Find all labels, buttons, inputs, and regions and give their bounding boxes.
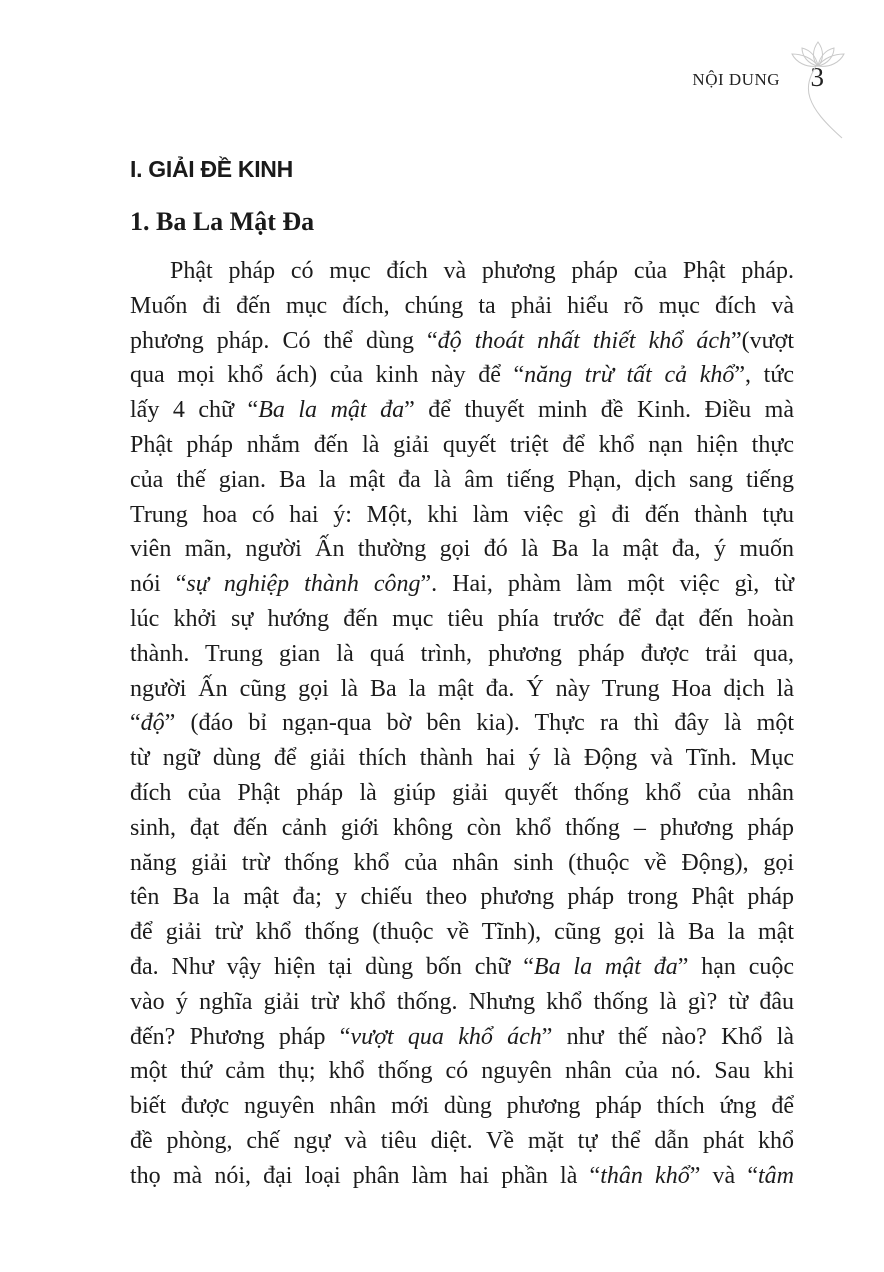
italic-phrase: Ba la mật đa [533, 953, 678, 980]
text-run: viên mãn, người Ấn thường gọi đó là Ba la mật đa, ý muốn [130, 536, 794, 563]
paragraph-line [130, 1089, 794, 1124]
text-run: Muốn đi đến mục đích, chúng ta phải hiểu rõ mục đích và [130, 292, 794, 319]
paragraph-line [130, 602, 794, 637]
text-run: đích của Phật pháp là giúp giải quyết thống khổ của nhân [130, 779, 794, 806]
paragraph-line [130, 706, 794, 741]
text-run: để giải trừ khổ thống (thuộc về Tĩnh), cũng gọi là Ba la mật [130, 919, 794, 946]
text-run: vào ý nghĩa giải trừ khổ thống. Nhưng khổ thống là gì? từ đâu [130, 988, 794, 1015]
text-run: phương pháp. Có thể dùng “ [130, 327, 438, 354]
paragraph-line [130, 811, 794, 846]
paragraph-line [130, 915, 794, 950]
text-run: đề phòng, chế ngự và tiêu diệt. Về mặt tự thể dẫn phát khổ [130, 1127, 794, 1154]
lotus-ornament-icon [788, 38, 848, 143]
paragraph-line [130, 393, 794, 428]
paragraph-line [130, 846, 794, 881]
italic-phrase: thân khổ [600, 1162, 690, 1189]
paragraph-line [130, 741, 794, 776]
paragraph-line [130, 950, 794, 985]
text-run: tên Ba la mật đa; y chiếu theo phương pháp trong Phật pháp [130, 884, 794, 911]
text-run: từ ngữ dùng để giải thích thành hai ý là Động và Tĩnh. Mục [130, 745, 794, 772]
text-run: qua mọi khổ ách) của kinh này để “ [130, 362, 525, 389]
text-run: thành. Trung gian là quá trình, phương pháp được trải qua, [130, 640, 794, 667]
text-run: thọ mà nói, đại loại phân làm hai phần là “ [130, 1162, 601, 1189]
text-run: lấy 4 chữ “ [130, 397, 259, 424]
paragraph-line [130, 1054, 794, 1089]
paragraph-line [130, 1124, 794, 1159]
page-header [0, 0, 884, 150]
section-heading: I. GIẢI ĐỀ KINH [130, 156, 293, 182]
italic-phrase: sự nghiệp thành công [186, 571, 421, 598]
paragraph-line [130, 532, 794, 567]
text-run: biết được nguyên nhân mới dùng phương pháp thích ứng để [130, 1093, 794, 1120]
paragraph-line [130, 985, 794, 1020]
text-run: một thứ cảm thụ; khổ thống có nguyên nhân của nó. Sau khi [130, 1058, 794, 1085]
paragraph-line [130, 880, 794, 915]
text-run: ” hạn cuộc [677, 953, 795, 980]
paragraph-line [130, 254, 794, 289]
text-run: Phật pháp có mục đích và phương pháp của Phật pháp. [170, 258, 794, 284]
text-run: ” như thế nào? Khổ là [541, 1023, 795, 1050]
text-run: người Ấn cũng gọi là Ba la mật đa. Ý này Trung Hoa dịch là [130, 675, 794, 702]
text-run: sinh, đạt đến cảnh giới không còn khổ thống – phương pháp [130, 814, 794, 841]
text-run: của thế gian. Ba la mật đa là âm tiếng Phạn, dịch sang tiếng [130, 466, 794, 493]
body-paragraph [130, 254, 794, 1194]
text-run: nói “ [130, 571, 187, 598]
text-run: ” để thuyết minh đề Kinh. Điều mà [404, 397, 794, 424]
text-run: ”. Hai, phàm làm một việc gì, từ [420, 571, 795, 598]
text-run: năng giải trừ thống khổ của nhân sinh (thuộc về Động), gọi [130, 849, 794, 876]
text-run: đến? Phương pháp “ [130, 1023, 351, 1050]
subsection-heading: 1. Ba La Mật Đa [130, 207, 315, 236]
italic-phrase: vượt qua khổ ách [350, 1023, 542, 1050]
italic-phrase: năng trừ tất cả khổ [524, 362, 735, 389]
paragraph-line [130, 776, 794, 811]
text-run: đa. Như vậy hiện tại dùng bốn chữ “ [130, 953, 534, 980]
paragraph-line [130, 567, 794, 602]
text-run: ” (đáo bỉ ngạn-qua bờ bên kia). Thực ra thì đây là một [164, 710, 794, 737]
text-run: “ [130, 710, 141, 737]
paragraph-line [130, 1020, 794, 1055]
text-run: ”, tức [734, 362, 794, 389]
paragraph-line [130, 289, 794, 324]
paragraph-line [130, 672, 794, 707]
text-run: Trung hoa có hai ý: Một, khi làm việc gì đi đến thành tựu [130, 501, 794, 528]
italic-phrase: tâm [758, 1162, 794, 1189]
paragraph-line [130, 637, 794, 672]
italic-phrase: độ [140, 710, 165, 737]
text-run: Phật pháp nhắm đến là giải quyết triệt để khổ nạn hiện thực [130, 431, 794, 458]
paragraph-line [130, 1159, 794, 1194]
paragraph-line [130, 324, 794, 359]
page-number: 3 [810, 62, 824, 92]
text-run: ”(vượt [730, 327, 794, 354]
paragraph-line [130, 498, 794, 533]
text-run: ” và “ [689, 1162, 758, 1189]
paragraph-line [130, 358, 794, 393]
paragraph-line [130, 428, 794, 463]
running-title: NỘI DUNG [692, 70, 780, 89]
text-run: lúc khởi sự hướng đến mục tiêu phía trước để đạt đến hoàn [130, 605, 794, 632]
italic-phrase: Ba la mật đa [258, 397, 405, 424]
paragraph-line [130, 463, 794, 498]
italic-phrase: độ thoát nhất thiết khổ ách [437, 327, 731, 354]
